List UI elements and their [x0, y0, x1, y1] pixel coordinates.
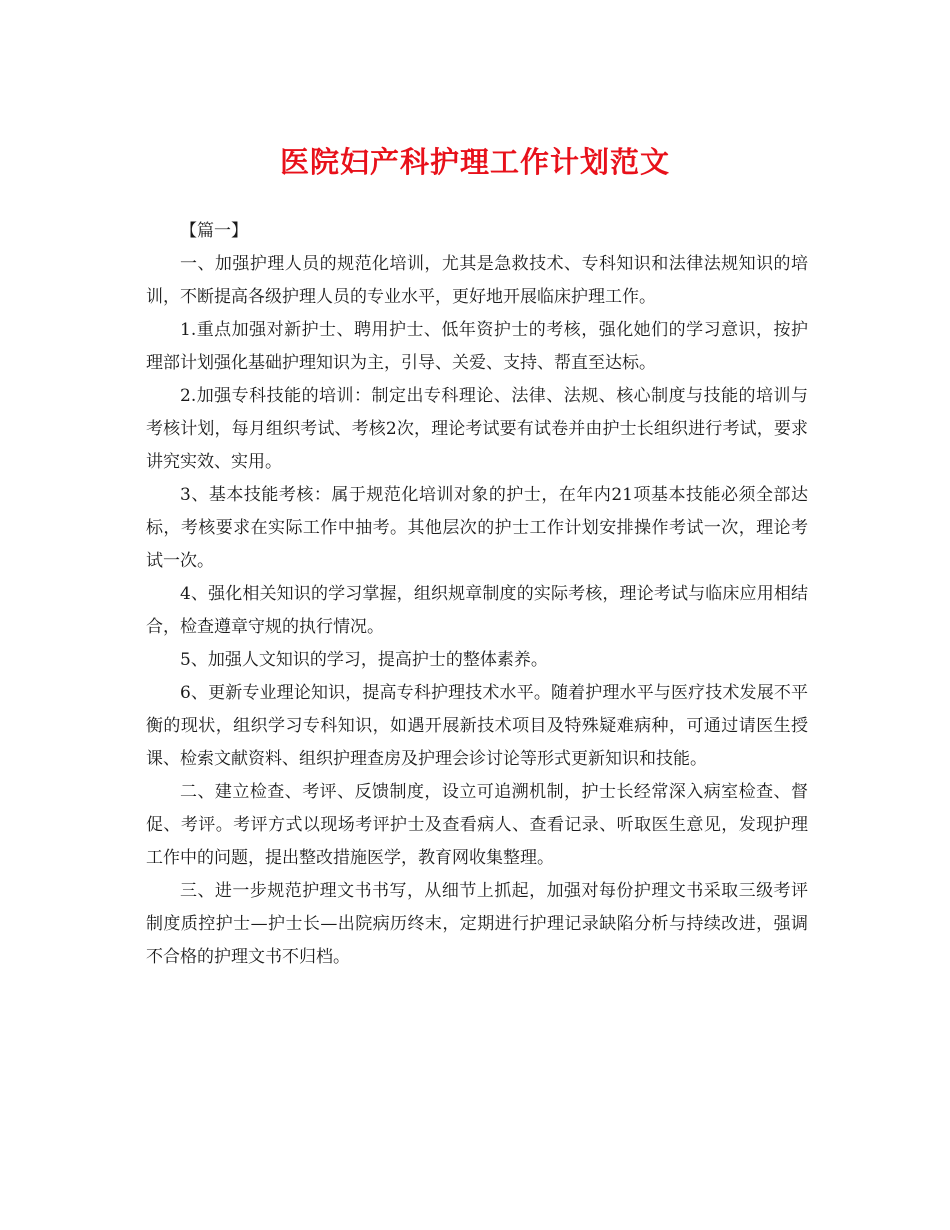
document-body [146, 215, 808, 974]
paragraph-1: 一、加强护理人员的规范化培训，尤其是急救技术、专科知识和法律法规知识的培训，不断提高各级护理人员的专业水平，更好地开展临床护理工作。 [146, 254, 808, 307]
paragraph-2: 1.重点加强对新护士、聘用护士、低年资护士的考核，强化她们的学习意识，按护理部计划强化基础护理知识为主，引导、关爱、支持、帮直至达标。 [146, 320, 808, 373]
paragraph-8: 二、建立检查、考评、反馈制度，设立可追溯机制，护士长经常深入病室检查、督促、考评。考评方式以现场考评护士及查看病人、查看记录、听取医生意见，发现护理工作中的问题，提出整改措施医学，教育网收集整理。 [146, 782, 808, 868]
paragraph-6: 5、加强人文知识的学习，提高护士的整体素养。 [180, 650, 548, 670]
paragraph-9: 三、进一步规范护理文书书写，从细节上抓起，加强对每份护理文书采取三级考评制度质控护士—护士长—出院病历终末，定期进行护理记录缺陷分析与持续改进，强调不合格的护理文书不归档。 [146, 881, 808, 967]
document-title: 医院妇产科护理工作计划范文 [279, 145, 670, 179]
paragraph-3: 2.加强专科技能的培训：制定出专科理论、法律、法规、核心制度与技能的培训与考核计划，每月组织考试、考核2次，理论考试要有试卷并由护士长组织进行考试，要求讲究实效、实用。 [146, 386, 808, 472]
paragraph-5: 4、强化相关知识的学习掌握，组织规章制度的实际考核，理论考试与临床应用相结合，检查遵章守规的执行情况。 [146, 584, 808, 637]
paragraph-4: 3、基本技能考核：属于规范化培训对象的护士，在年内21项基本技能必须全部达标，考核要求在实际工作中抽考。其他层次的护士工作计划安排操作考试一次，理论考试一次。 [146, 485, 808, 571]
paragraph-7: 6、更新专业理论知识，提高专科护理技术水平。随着护理水平与医疗技术发展不平衡的现状，组织学习专科知识，如遇开展新技术项目及特殊疑难病种，可通过请医生授课、检索文献资料、组织护理查房及护理会诊讨论等形式更新知识和技能。 [146, 683, 808, 769]
section-label: 【篇一】 [180, 221, 248, 241]
